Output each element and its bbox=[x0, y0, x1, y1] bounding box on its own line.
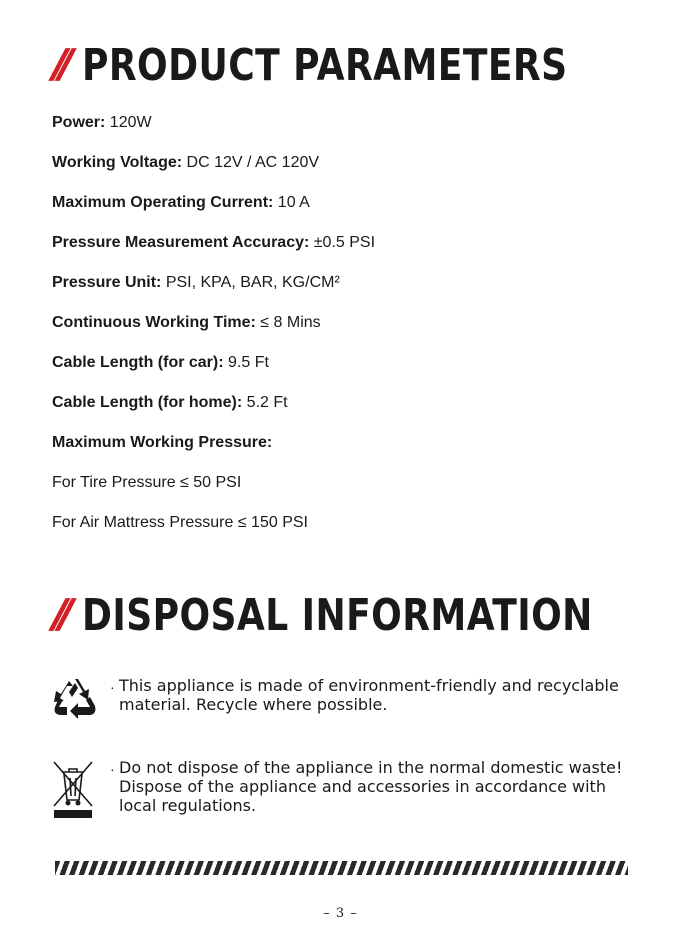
disposal-text: Do not dispose of the appliance in the normal domestic waste! Dispose of the appliance and accessories in accordance with local regulations. bbox=[119, 758, 623, 815]
heading-slashes: // bbox=[48, 40, 68, 90]
disposal-heading bbox=[48, 590, 681, 641]
param-value: 120W bbox=[105, 114, 152, 131]
param-row bbox=[52, 313, 612, 353]
param-label: Pressure Measurement Accuracy: bbox=[52, 234, 310, 251]
param-label: Cable Length (for home): bbox=[52, 394, 243, 411]
decorative-stripe-divider bbox=[55, 861, 628, 875]
param-value: For Tire Pressure ≤ 50 PSI bbox=[52, 474, 242, 491]
param-value: 10 A bbox=[273, 194, 310, 211]
param-row bbox=[52, 473, 612, 513]
param-row bbox=[52, 353, 612, 393]
param-row bbox=[52, 153, 612, 193]
param-label: Working Voltage: bbox=[52, 154, 183, 171]
param-row bbox=[52, 513, 612, 553]
heading-slashes: // bbox=[48, 590, 68, 640]
crossed-bin-icon bbox=[50, 758, 96, 825]
disposal-text: This appliance is made of environment-friendly and recyclable material. Recycle where possible. bbox=[119, 676, 619, 714]
bullet: · bbox=[110, 679, 115, 695]
param-value: PSI, KPA, BAR, KG/CM² bbox=[161, 274, 340, 291]
param-label: Cable Length (for car): bbox=[52, 354, 224, 371]
param-label: Power: bbox=[52, 114, 106, 131]
param-label: Pressure Unit: bbox=[52, 274, 162, 291]
param-row bbox=[52, 193, 612, 233]
param-value: 9.5 Ft bbox=[223, 354, 269, 371]
heading-title: PRODUCT PARAMETERS bbox=[82, 40, 568, 91]
disposal-item-recycle bbox=[50, 676, 640, 726]
param-value: ≤ 8 Mins bbox=[255, 314, 321, 331]
param-row bbox=[52, 273, 612, 313]
param-row bbox=[52, 113, 612, 153]
recycle-icon bbox=[50, 676, 100, 731]
param-value: 5.2 Ft bbox=[242, 394, 288, 411]
param-value: ±0.5 PSI bbox=[309, 234, 376, 251]
bullet: · bbox=[110, 761, 115, 777]
param-label: Maximum Working Pressure: bbox=[52, 434, 273, 451]
parameters-heading bbox=[48, 40, 675, 91]
disposal-item-waste bbox=[50, 758, 640, 828]
parameters-list bbox=[52, 113, 612, 553]
param-label: Continuous Working Time: bbox=[52, 314, 256, 331]
param-row bbox=[52, 393, 612, 433]
page-number: – 3 – bbox=[323, 906, 358, 921]
heading-title: DISPOSAL INFORMATION bbox=[82, 590, 594, 641]
param-value: DC 12V / AC 120V bbox=[182, 154, 320, 171]
param-label: Maximum Operating Current: bbox=[52, 194, 274, 211]
param-row bbox=[52, 233, 612, 273]
param-value: For Air Mattress Pressure ≤ 150 PSI bbox=[52, 514, 308, 531]
param-row bbox=[52, 433, 612, 473]
